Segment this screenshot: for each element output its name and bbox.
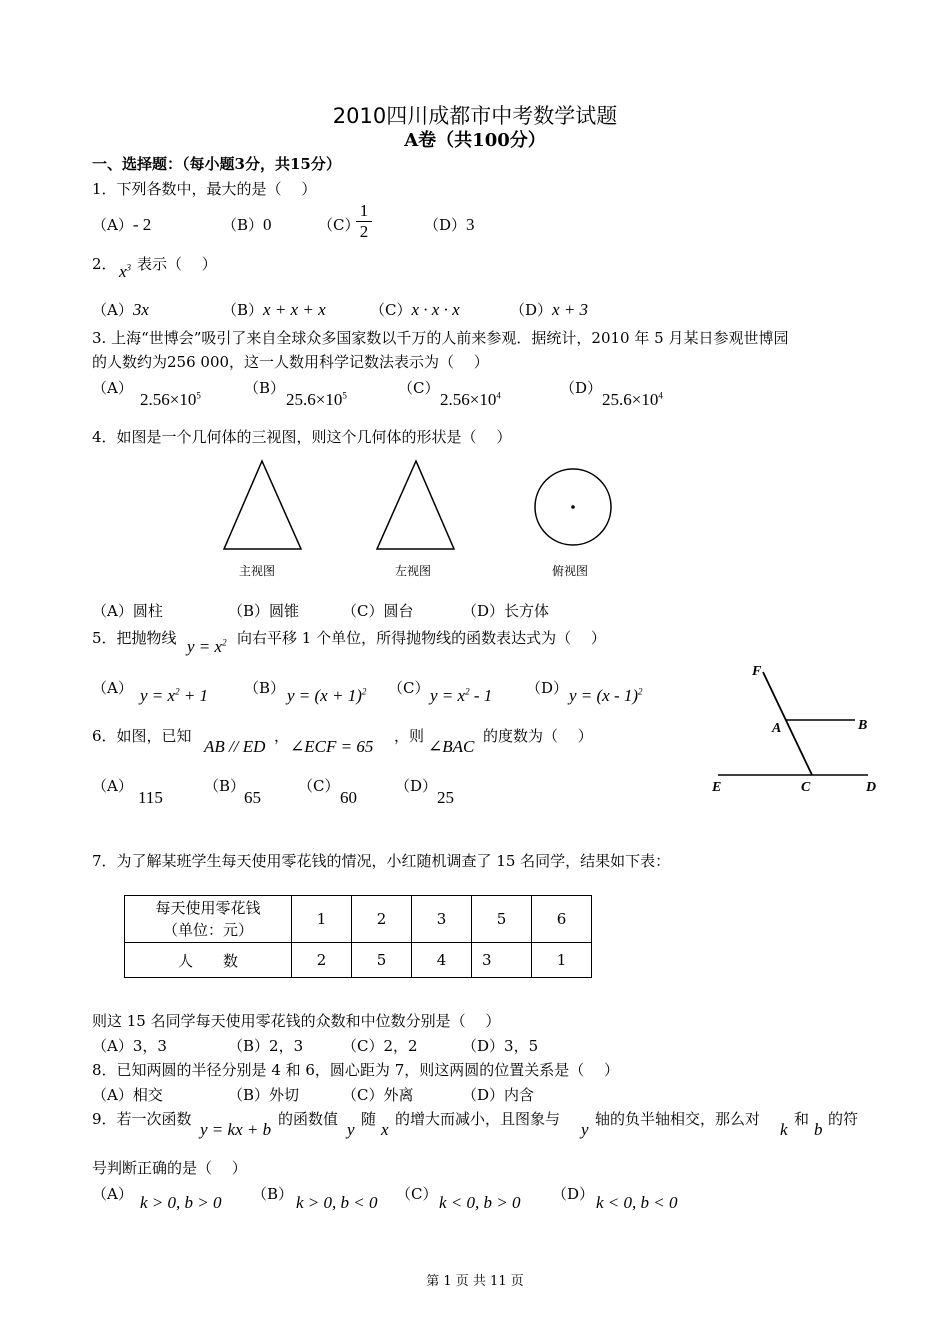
q3-label-b: （B） [244,379,286,397]
q8-option-c: （C）外离 [342,1086,414,1104]
q5-label-a: （A） [92,679,133,697]
table-cell: 1 [292,896,352,943]
q3-line1: 3. 上海“世博会”吸引了来自全球众多国家数以千万的人前来参观．据统计，2010 年 5 月某日参观世博园 [92,329,789,347]
q9-part4: 的增大而减小，且图象与 [395,1110,561,1128]
q7-stem: 7．为了解某班学生每天使用零花钱的情况，小红随机调查了 15 名同学，结果如下表： [92,852,671,870]
q6-label-c: （C） [298,777,340,795]
q9-part7: 的符 [828,1110,859,1128]
q6-sep: ， [274,727,290,745]
q3-label-c: （C） [398,379,440,397]
q9-function: y = kx + b [200,1120,272,1139]
label-b: B [858,718,868,733]
q6-value-d: 25 [437,788,454,807]
q8-option-d: （D）内含 [462,1086,535,1104]
q5-value-b: $y = (x + 1)^2$ [287,686,367,705]
q5-pre: 5．把抛物线 [92,629,177,647]
q6-value-b: 65 [244,788,261,807]
q7-option-a: （A）3，3 [92,1037,167,1055]
q4-option-d: （D）长方体 [462,602,550,620]
table-header-cell: 每天使用零花钱 （单位：元） [125,896,292,943]
q6-angle-bac: ∠BAC [428,737,475,756]
table-cell: 1 [532,943,592,978]
section-heading: 一、选择题：（每小题3分，共15分） [92,155,341,173]
q2-power: $x^3$ [119,262,132,281]
q9-part6: 和 [794,1110,810,1128]
q6-figure [700,655,890,800]
q6-label-d: （D） [395,777,438,795]
q8-option-a: （A）相交 [92,1086,163,1104]
table-cell: 2 [352,896,412,943]
q9-value-a: k > 0, b > 0 [140,1193,222,1212]
table-row [125,896,592,943]
q9-label-d: （D） [552,1185,595,1203]
q8-option-b: （B）外切 [228,1086,300,1104]
label-a: A [772,721,782,736]
q9-value-d: k < 0, b < 0 [596,1193,678,1212]
q4-option-c: （C）圆台 [342,602,414,620]
q6-value-a: 115 [138,788,163,807]
q9-part2: 的函数值 [278,1110,339,1128]
q7-option-d: （D）3，5 [462,1037,539,1055]
q1-option-d: （D）3 [424,215,475,234]
q3-value-b: $25.6\times 10^5$ [286,390,347,409]
q5-value-a: $y = x^2 + 1$ [140,686,209,705]
q8-stem: 8．已知两圆的半径分别是 4 和 6，圆心距为 7，则这两圆的位置关系是（ ） [92,1061,620,1079]
q5-label-c: （C） [388,679,430,697]
q6-mid: ，则 [394,727,425,745]
q7-ask: 则这 15 名同学每天使用零花钱的众数和中位数分别是（ ） [92,1012,501,1030]
q9-label-c: （C） [396,1185,438,1203]
q7-table [124,895,592,978]
q1-stem: 1．下列各数中，最大的是（ ） [92,180,317,198]
q5-label-d: （D） [526,679,569,697]
q5-value-d: y = (x - 1)$^2$ [569,686,643,705]
q4-three-views [210,455,630,555]
q3-value-d: $25.6\times 10^4$ [602,390,663,409]
side-view-caption: 左视图 [395,564,432,578]
q2-num: 2． [92,255,117,273]
q2-option-c: （C）x · x · x [370,300,460,319]
table-cell: 4 [412,943,472,978]
q3-label-a: （A） [92,379,133,397]
front-view-triangle [224,461,301,549]
label-e: E [712,780,722,795]
label-c: C [801,780,811,795]
q7-option-c: （C）2，2 [342,1037,418,1055]
q5-label-b: （B） [244,679,286,697]
q3-value-a: $2.56\times 10^5$ [140,390,201,409]
q2-text: 表示（ ） [137,255,217,273]
q6-label-b: （B） [204,777,246,795]
q6-post: 的度数为（ ） [483,727,593,745]
q9-label-a: （A） [92,1185,133,1203]
q6-label-a: （A） [92,777,133,795]
table-cell: 2 [292,943,352,978]
q1-option-a: （A）- 2 [92,215,152,234]
label-f: F [752,664,762,679]
q1-option-c: （C） [318,216,360,234]
front-view-caption: 主视图 [239,564,276,578]
table-cell: 5 [352,943,412,978]
q9-part1: 9．若一次函数 [92,1110,192,1128]
table-row [125,943,592,978]
label-d: D [866,780,877,795]
table-header-cell: 人 数 [125,943,292,978]
q9-label-b: （B） [252,1185,294,1203]
table-cell: 6 [532,896,592,943]
q2-option-b: （B）x + x + x [222,300,326,319]
q9-part3: 随 [361,1110,377,1128]
q9-value-b: k > 0, b < 0 [296,1193,378,1212]
table-cell: 5 [472,896,532,943]
table-cell: 3 [412,896,472,943]
q9-var-y: y [347,1120,355,1139]
q3-label-d: （D） [560,379,603,397]
top-view-caption: 俯视图 [552,564,589,578]
q4-option-b: （B）圆锥 [228,602,300,620]
q9-line2: 号判断正确的是（ ） [92,1159,247,1177]
side-view-triangle [377,461,454,549]
q5-value-c: $y = x^2 - 1$ [430,686,493,705]
q2-option-a: （A）3x [92,300,149,319]
q7-option-b: （B）2，3 [228,1037,304,1055]
q2-option-d: （D）x + 3 [510,300,589,319]
top-view-center-dot [571,505,575,509]
line-fc [763,672,812,775]
q3-value-c: $2.56\times 10^4$ [440,390,501,409]
q6-value-c: 60 [340,788,357,807]
q9-var-x: x [381,1120,389,1139]
q6-condition-parallel: AB // ED [204,737,266,756]
q9-value-c: k < 0, b > 0 [439,1193,521,1212]
page-subtitle: A卷（共100分） [404,130,546,151]
q9-var-y2: y [581,1120,589,1139]
q4-stem: 4．如图是一个几何体的三视图，则这个几何体的形状是（ ） [92,428,512,446]
page-footer: 第 1 页 共 11 页 [426,1274,524,1289]
q9-part5: 轴的负半轴相交，那么对 [595,1110,761,1128]
q1-option-b: （B）0 [222,215,272,234]
q5-function: $y = x^2$ [187,637,227,656]
page-title: 2010四川成都市中考数学试题 [332,104,618,128]
q3-line2: 的人数约为256 000，这一人数用科学记数法表示为（ ） [92,353,489,371]
q4-option-a: （A）圆柱 [92,602,163,620]
q1-fraction: 1 2 [356,201,372,242]
table-cell: 3 [472,943,532,978]
q6-pre: 6．如图，已知 [92,727,192,745]
q5-post: 向右平移 1 个单位，所得抛物线的函数表达式为（ ） [237,629,606,647]
q6-condition-angle: ∠ECF = 65 [290,737,374,756]
q9-var-k: k [780,1120,788,1139]
q9-var-b: b [814,1120,823,1139]
